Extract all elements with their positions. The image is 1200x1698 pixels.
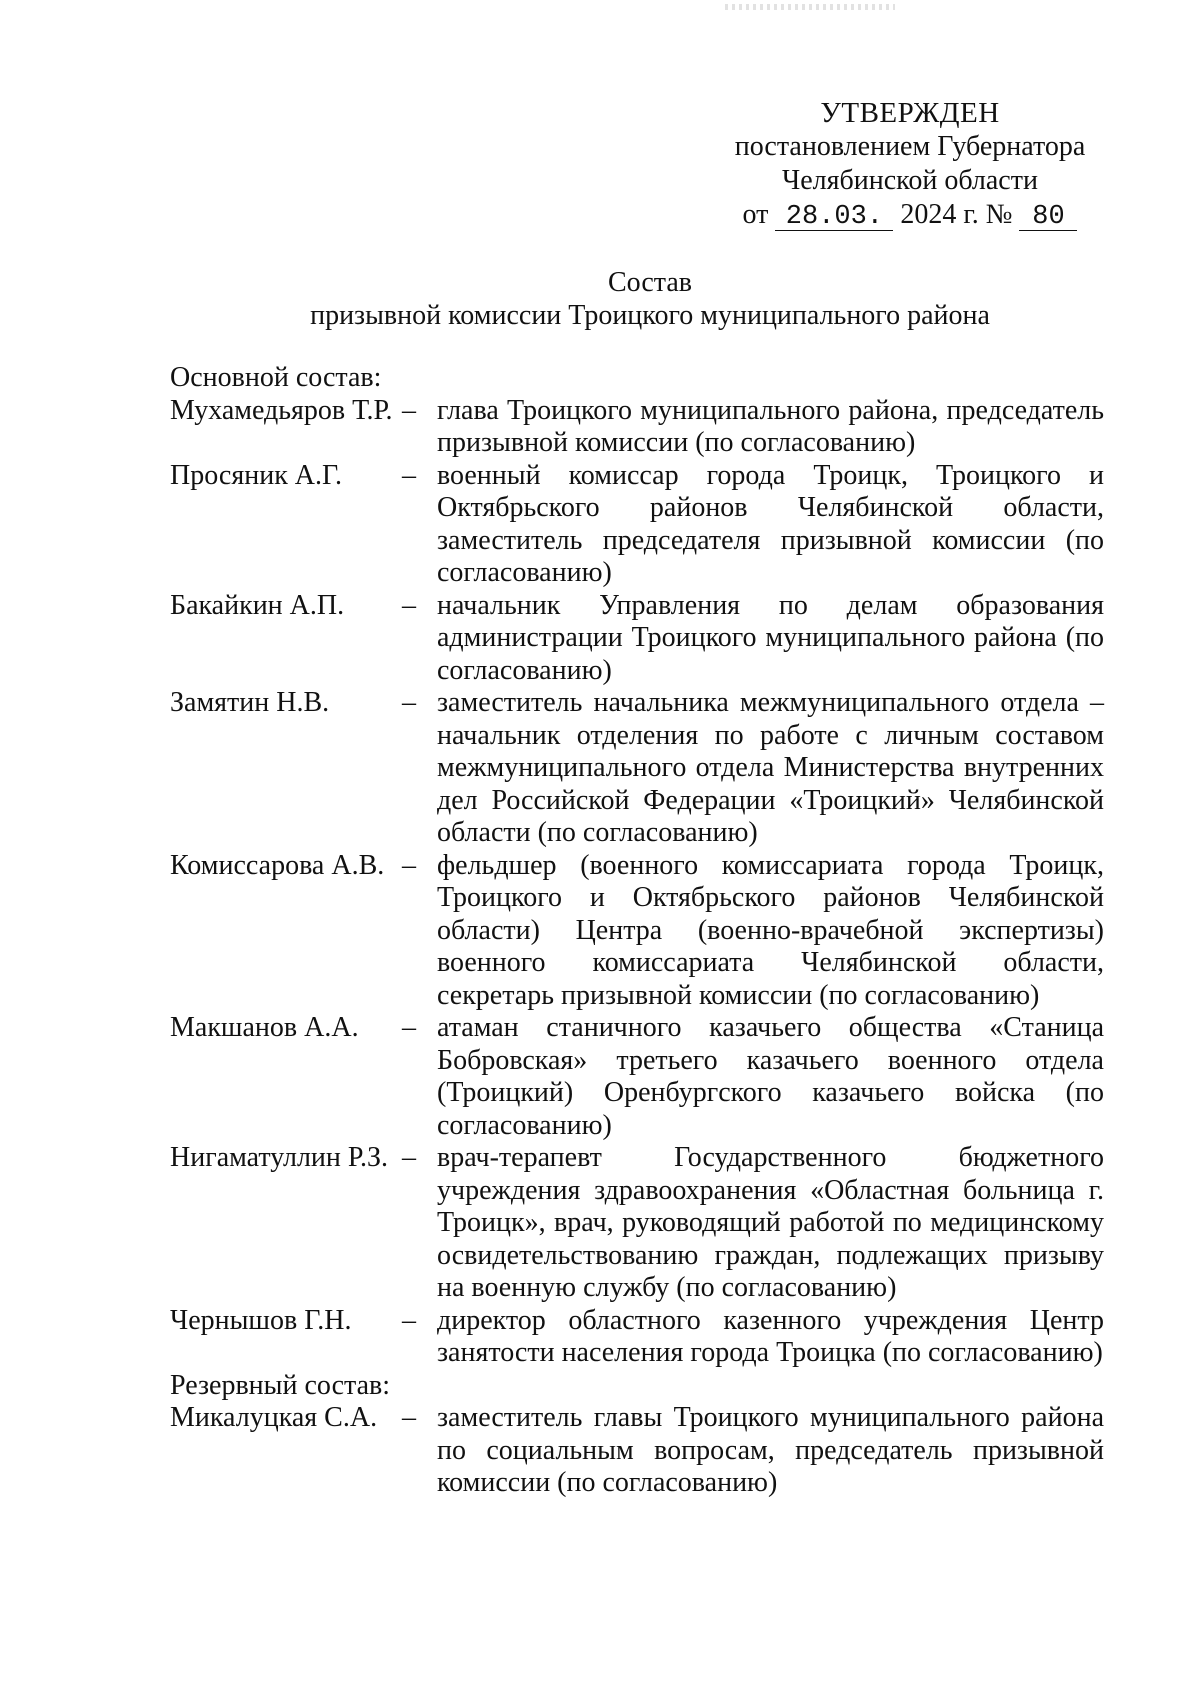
member-dash: – — [402, 394, 416, 426]
main-section-heading: Основной состав: — [170, 362, 382, 393]
reserve-section-heading: Резервный состав: — [170, 1369, 391, 1401]
member-name: Макшанов А.А. — [170, 1012, 359, 1043]
reserve-member-list — [170, 1402, 1120, 1500]
member-name: Просяник А.Г. — [170, 459, 343, 491]
document-title-line-2: призывной комиссии Троицкого муниципального района — [310, 300, 990, 331]
member-name: Замятин Н.В. — [170, 687, 330, 718]
member-row — [170, 1402, 1120, 1500]
member-dash: – — [402, 687, 416, 718]
member-row — [170, 687, 1120, 850]
main-member-list — [170, 395, 1120, 1370]
approval-title: УТВЕРЖДЕН — [820, 97, 1000, 129]
document-title — [170, 266, 1130, 332]
approval-line-1: постановлением Губернатора — [734, 131, 1086, 162]
member-dash: – — [402, 1304, 416, 1336]
member-description: атаман станичного казачьего общества «Станица Бобровская» третьего казачьего военного отдела (Троицкий) Оренбургского казачьего войска (по согласованию) — [437, 1012, 1104, 1141]
member-row — [170, 590, 1120, 688]
member-dash: – — [402, 1142, 416, 1173]
year-and-number-label: 2024 г. № — [900, 199, 1013, 230]
approval-line-2: Челябинской области — [782, 165, 1038, 196]
member-description: заместитель главы Троицкого муниципального района по социальным вопросам, председатель призывной комиссии (по согласованию) — [437, 1402, 1104, 1498]
approval-number-value: 80 — [1019, 204, 1077, 231]
member-row — [170, 1305, 1120, 1370]
member-name: Нигаматуллин Р.З. — [170, 1142, 388, 1173]
member-name: Чернышов Г.Н. — [170, 1304, 352, 1336]
date-prefix: от — [742, 199, 769, 230]
member-description: заместитель начальника межмуниципального отдела – начальник отделения по работе с личным составом межмуниципального отдела Министерства внутренних дел Российской Федерации «Троицкий» Челябинской области (по согласованию) — [437, 687, 1104, 848]
member-row — [170, 1142, 1120, 1305]
member-row — [170, 460, 1120, 590]
member-description: военный комиссар города Троицк, Троицкого и Октябрьского районов Челябинской области, заместитель председателя призывной комиссии (по согласованию) — [437, 459, 1104, 588]
member-name: Микалуцкая С.А. — [170, 1402, 378, 1433]
member-description: начальник Управления по делам образования администрации Троицкого муниципального района (по согласованию) — [437, 589, 1104, 686]
member-description: врач-терапевт Государственного бюджетного учреждения здравоохранения «Областная больница г. Троицк», врач, руководящий работой по медицинскому освидетельствованию граждан, подлежащих призыву на военную службу (по согласованию) — [437, 1142, 1104, 1303]
member-dash: – — [402, 459, 416, 491]
member-description: директор областного казенного учреждения Центр занятости населения города Троицка (по согласованию) — [437, 1304, 1104, 1368]
member-description: глава Троицкого муниципального района, председатель призывной комиссии (по согласованию) — [437, 394, 1104, 458]
commission-members — [170, 362, 1120, 1500]
member-row — [170, 1012, 1120, 1142]
member-row — [170, 850, 1120, 1013]
approval-date-value: 28.03. — [775, 204, 893, 231]
member-dash: – — [402, 589, 416, 621]
member-dash: – — [402, 1402, 416, 1433]
document-title-line-1: Состав — [607, 267, 693, 298]
member-name: Бакайкин А.П. — [170, 589, 345, 621]
member-dash: – — [402, 849, 416, 881]
member-name: Комиссарова А.В. — [170, 849, 385, 881]
approval-date-line — [700, 198, 1120, 232]
member-dash: – — [402, 1012, 416, 1043]
member-description: фельдшер (военного комиссариата города Троицк, Троицкого и Октябрьского районов Челябинской области) Центра (военно-врачебной экспертизы) военного комиссариата Челябинской области, секретарь призывной комиссии (по согласованию) — [437, 849, 1104, 1011]
member-name: Мухамедьяров Т.Р. — [170, 394, 393, 426]
approval-block — [700, 96, 1120, 232]
member-row — [170, 395, 1120, 460]
scan-artifact — [725, 4, 895, 10]
